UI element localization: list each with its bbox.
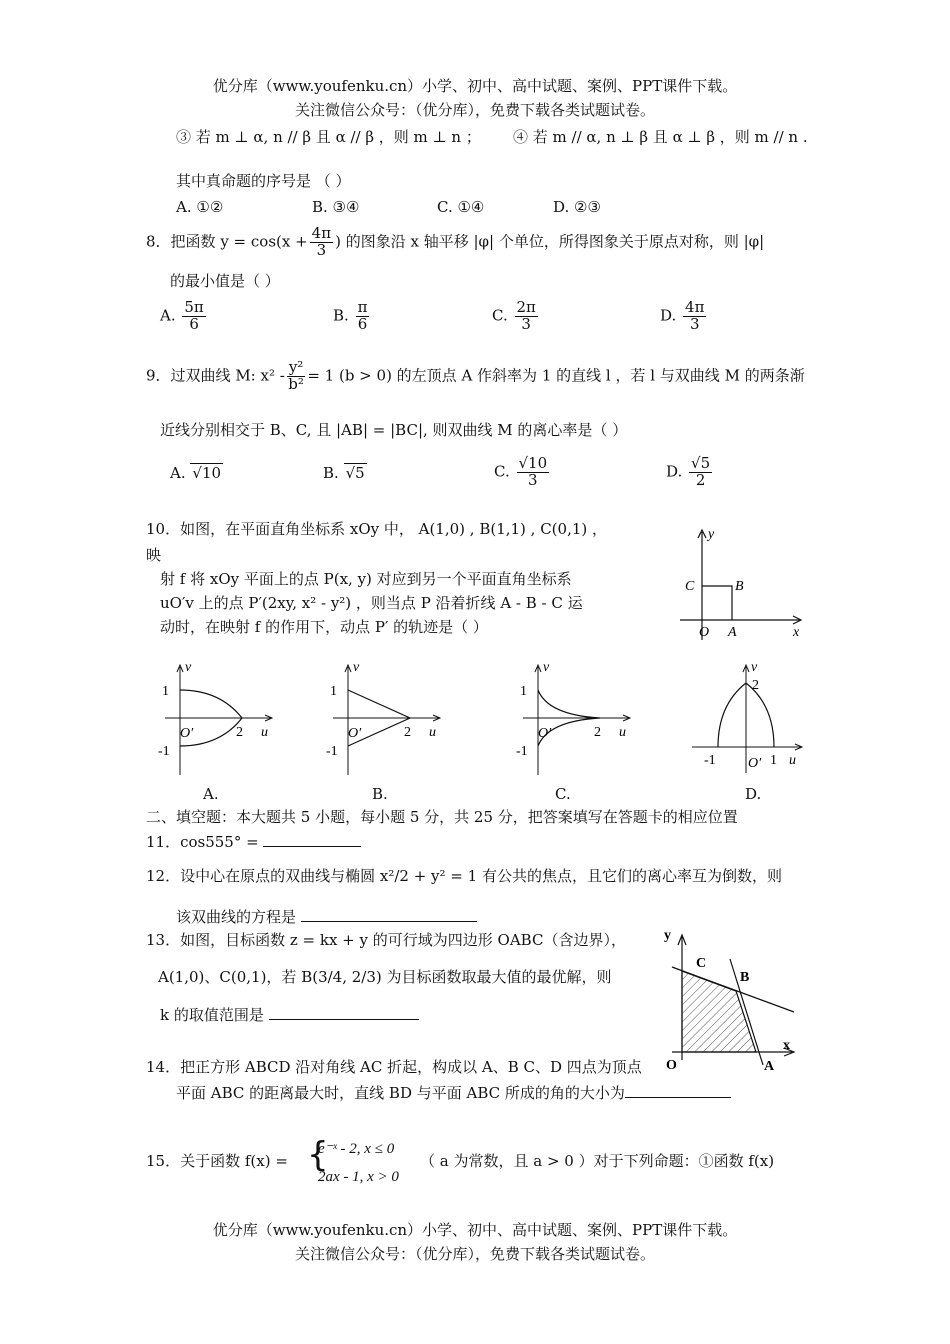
- q8-a-den: 6: [189, 314, 199, 333]
- graph-a-one: 1: [162, 684, 169, 699]
- footer-line-1: 优分库（www.youfenku.cn）小学、初中、高中试题、案例、PPT课件下载。: [212, 1221, 738, 1239]
- graph-d-neg-one: -1: [704, 753, 716, 768]
- q11-answer-blank[interactable]: [263, 846, 361, 847]
- q9-number: 9．: [146, 366, 171, 385]
- graph-d-two: 2: [752, 678, 759, 693]
- q9-text-b: = 1 (b > 0) 的左顶点 A 作斜率为 1 的直线 l ，若 l 与双曲线 M 的两条渐: [307, 366, 805, 385]
- graph-b-neg-one: -1: [326, 744, 338, 759]
- q8-option-c: [492, 300, 540, 333]
- q12-line-2-text: 该双曲线的方程是: [176, 908, 297, 926]
- q13-fig-a: A: [764, 1059, 775, 1074]
- q8-option-a-label: A.: [160, 306, 176, 325]
- q10-fig-x-label: x: [793, 625, 800, 640]
- q8-d-num: 4π: [685, 298, 705, 316]
- q8-option-a: [160, 300, 208, 333]
- header-line-1: 优分库（www.youfenku.cn）小学、初中、高中试题、案例、PPT课件下载。: [212, 77, 738, 95]
- q11-number: 11．: [146, 833, 181, 851]
- q10-line-1: 10．如图，在平面直角坐标系 xOy 中， A(1,0) , B(1,1) , C(0,1) ，: [146, 520, 608, 538]
- q12-answer-blank[interactable]: [301, 921, 477, 922]
- q7-item-3: ③ 若 m ⊥ α, n // β 且 α // β ，则 m ⊥ n ；: [176, 128, 481, 146]
- q9-c-num: √10: [518, 454, 548, 472]
- q10-figure: [672, 522, 812, 647]
- graph-c-neg-one: -1: [516, 744, 528, 759]
- q9-option-c: [494, 456, 551, 489]
- q13-line-2: A(1,0)、C(0,1)，若 B(3/4, 2/3) 为目标函数取最大值的最优解，则: [158, 968, 612, 986]
- q9-line-2: 近线分别相交于 B、C, 且 |AB| = |BC|, 则双曲线 M 的离心率是（ ）: [160, 421, 628, 439]
- q14-line-1: [146, 1058, 642, 1076]
- q10-graph-option-d: D.: [745, 785, 762, 803]
- q13-text: 如图，目标函数 z = kx + y 的可行域为四边形 OABC（含边界），: [180, 931, 626, 949]
- q13-figure: [660, 925, 810, 1075]
- q15-brace: {: [307, 1135, 329, 1175]
- graph-c-u: u: [619, 725, 626, 740]
- q13-fig-x-label: x: [783, 1038, 790, 1053]
- graph-c-v: v: [543, 660, 550, 675]
- q14-line-2: [176, 1084, 731, 1102]
- graph-a: [158, 660, 272, 775]
- q10-line-1b: 映: [146, 546, 162, 564]
- q10-graph-option-b: B.: [372, 785, 388, 803]
- q10-line-2: 射 f 将 xOy 平面上的点 P(x, y) 对应到另一个平面直角坐标系: [160, 570, 572, 588]
- q10-fig-c: C: [685, 579, 695, 594]
- q8-c-den: 3: [521, 314, 531, 333]
- q9-d-den: 2: [695, 470, 706, 489]
- q7-item-4: ④ 若 m // α, n ⊥ β 且 α ⊥ β ，则 m // n .: [513, 128, 808, 146]
- q11-text: cos555° =: [180, 833, 259, 851]
- q8-b-num: π: [357, 298, 368, 316]
- q9-option-a: [170, 464, 223, 482]
- graph-b-u: u: [429, 725, 436, 740]
- graph-d: [692, 660, 802, 773]
- q9-option-d-label: D.: [666, 462, 683, 481]
- q13-answer-blank[interactable]: [269, 1019, 419, 1020]
- q10-line-4: 动时，在映射 f 的作用下，动点 P′ 的轨迹是（ ）: [160, 618, 488, 636]
- section-2-heading: 二、填空题：本大题共 5 小题，每小题 5 分，共 25 分，把答案填写在答题卡的相应位置: [146, 808, 738, 826]
- graph-a-u: u: [261, 725, 268, 740]
- q11: [146, 833, 361, 851]
- q10-fig-y-label: y: [708, 527, 715, 542]
- q8-option-c-label: C.: [492, 306, 508, 325]
- graph-d-origin: O′: [748, 756, 762, 771]
- q8-c-num: 2π: [516, 298, 536, 316]
- graph-a-v: v: [185, 660, 192, 675]
- q9-option-b-label: B.: [323, 464, 339, 482]
- q9-line-1: [146, 360, 805, 393]
- q9-b-value: √5: [345, 464, 365, 482]
- q8-line-1: [146, 226, 764, 259]
- q9-option-d: [666, 456, 714, 489]
- graph-c: [516, 660, 630, 775]
- q7-option-b: B. ③④: [312, 198, 360, 216]
- graph-c-one: 1: [520, 684, 527, 699]
- q13-fig-c: C: [696, 956, 707, 971]
- graph-d-u: u: [789, 753, 796, 768]
- q8-b-den: 6: [357, 314, 368, 333]
- q14-answer-blank[interactable]: [625, 1097, 731, 1098]
- q9-frac-num: y²: [288, 358, 304, 376]
- q13-number: 13．: [146, 931, 181, 949]
- q8-text-a: 把函数 y = cos(x +: [170, 232, 308, 251]
- q10-fig-path: [702, 586, 732, 620]
- q7-option-a: A. ①②: [176, 198, 224, 216]
- q10-fig-a: A: [728, 625, 737, 640]
- q9-text-a: 过双曲线 M: x² -: [170, 366, 285, 385]
- q9-c-den: 3: [528, 470, 538, 489]
- q12-number: 12．: [146, 867, 181, 885]
- q8-line-2: 的最小值是（ ）: [170, 272, 280, 290]
- q10-line-3: uO′v 上的点 P′(2xy, x² - y²) ，则当点 P 沿着折线 A - B - C 运: [160, 594, 583, 612]
- q12-text: 设中心在原点的双曲线与椭圆 x²/2 + y² = 1 有公共的焦点，且它们的离心率互为倒数，则: [180, 867, 782, 885]
- q15-case-1: e⁻ˣ - 2, x ≤ 0: [318, 1141, 395, 1157]
- q10-graph-option-c: C.: [555, 785, 571, 803]
- q7-prompt: 其中真命题的序号是 （ ）: [176, 172, 351, 190]
- graph-b-origin: O′: [348, 726, 362, 741]
- q7-option-d: D. ②③: [553, 198, 601, 216]
- graph-b-one: 1: [330, 684, 337, 699]
- q14-text: 把正方形 ABCD 沿对角线 AC 折起，构成以 A、B C、D 四点为顶点: [180, 1058, 642, 1076]
- graph-b-v: v: [353, 660, 360, 675]
- footer-line-2: 关注微信公众号：（优分库），免费下载各类试题试卷。: [294, 1245, 655, 1263]
- q13-fig-b: B: [740, 970, 750, 985]
- q8-d-den: 3: [689, 314, 700, 333]
- q8-text-b: ) 的图象沿 x 轴平移 |φ| 个单位，所得图象关于原点对称，则 |φ|: [335, 232, 765, 251]
- q9-a-value: √10: [192, 464, 222, 482]
- q15-text-b: （ a 为常数，且 a > 0 ）对于下列命题：①函数 f(x): [420, 1152, 775, 1170]
- q10-graph-option-a: A.: [203, 785, 219, 803]
- graph-b-two: 2: [404, 725, 411, 740]
- q9-frac-den: b²: [288, 374, 304, 393]
- q13-fig-o: O: [666, 1058, 677, 1073]
- q9-option-c-label: C.: [494, 462, 510, 481]
- q8-frac-den: 3: [316, 240, 327, 259]
- q12-line-2: [176, 908, 477, 926]
- q15-line: [146, 1152, 288, 1170]
- q9-option-a-label: A.: [170, 464, 186, 482]
- q12-line-1: [146, 867, 782, 885]
- q8-option-b: [333, 300, 371, 333]
- q7-option-c: C. ①④: [437, 198, 485, 216]
- q15-text-a: 关于函数 f(x) =: [180, 1152, 288, 1170]
- q8-a-num: 5π: [184, 298, 204, 316]
- q8-option-d-label: D.: [660, 306, 677, 325]
- q14-line-2-text: 平面 ABC 的距离最大时，直线 BD 与平面 ABC 所成的角的大小为: [176, 1084, 625, 1102]
- q10-fig-b: B: [735, 579, 744, 594]
- graph-a-neg-one: -1: [158, 744, 170, 759]
- graph-c-two: 2: [594, 725, 601, 740]
- q15-case-2: 2ax - 1, x > 0: [318, 1169, 399, 1185]
- q8-number: 8．: [146, 232, 171, 251]
- q13-line-3-text: k 的取值范围是: [160, 1006, 264, 1024]
- graph-d-one: 1: [770, 753, 777, 768]
- q9-d-num: √5: [691, 454, 711, 472]
- q13-line-1: [146, 931, 626, 949]
- graph-c-origin: O′: [538, 726, 552, 741]
- graph-a-origin: O′: [180, 726, 194, 741]
- q13-line-3: [160, 1006, 419, 1024]
- graph-a-two: 2: [236, 725, 243, 740]
- q13-fig-y-label: y: [664, 928, 671, 943]
- graph-b: [326, 660, 440, 775]
- q14-number: 14．: [146, 1058, 181, 1076]
- q10-fig-o: O: [699, 625, 710, 640]
- header-line-2: 关注微信公众号：（优分库），免费下载各类试题试卷。: [294, 101, 655, 119]
- q8-frac-num: 4π: [311, 224, 332, 242]
- q8-option-b-label: B.: [333, 306, 349, 325]
- q8-option-d: [660, 300, 708, 333]
- q9-option-b: [323, 464, 367, 482]
- q15-number: 15．: [146, 1152, 181, 1170]
- q10-option-graphs: [150, 655, 830, 805]
- graph-d-v: v: [751, 660, 758, 675]
